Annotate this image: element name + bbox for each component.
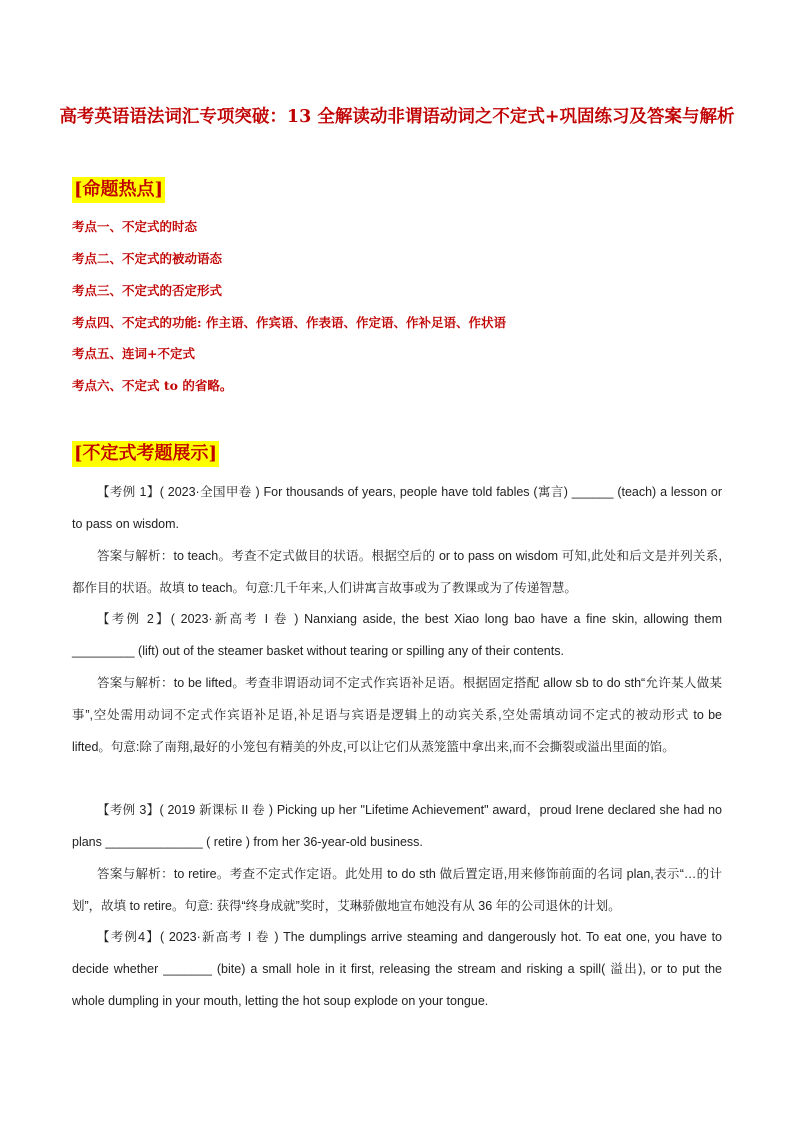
exam-point: 考点四、不定式的功能: 作主语、作宾语、作表语、作定语、作补足语、作状语 <box>72 315 506 330</box>
answer-explanation: 答案与解析：to teach。考查不定式做目的状语。根据空后的 or to pass on wisdom 可知,此处和后文是并列关系,都作目的状语。故填 to teach。句意:几千年来,人们讲寓言故事或为了教课或为了传递智慧。 <box>72 549 722 595</box>
exam-point: 考点一、不定式的时态 <box>72 219 198 234</box>
answer-explanation: 答案与解析：to retire。考查不定式作定语。此处用 to do sth 做后置定语,用来修饰前面的名词 plan,表示“…的计划”，故填 to retire。句意: 获得“终身成就”奖时，艾琳骄傲地宣布她没有从 36 年的公司退休的计划。 <box>72 867 722 913</box>
section-heading-hot-topics: [命题热点] <box>72 177 165 203</box>
exam-point: 考点五、连词+不定式 <box>72 346 195 361</box>
exam-point: 考点二、不定式的被动语态 <box>72 251 223 266</box>
exam-point: 考点六、不定式 to 的省略。 <box>72 378 233 393</box>
answer-explanation: 答案与解析：to be lifted。考查非谓语动词不定式作宾语补足语。根据固定搭配 allow sb to do sth“允许某人做某事”,空处需用动词不定式作宾语补足语,补足语与宾语是逻辑上的动宾关系,空处需填动词不定式的被动形式 to be lifted。句意:除了南翔,最好的小笼包有精美的外皮,可以让它们从蒸笼篮中拿出来,而不会撕裂或溢出里面的馅。 <box>72 676 722 754</box>
example-question: 【考例 1】( 2023·全国甲卷 ) For thousands of years, people have told fables (寓言) ______ (teach) a lesson or to pass on wisdom. <box>72 485 722 531</box>
example-question: 【考例4】( 2023·新高考 I 卷 ) The dumplings arrive steaming and dangerously hot. To eat one, you have to decide whether _______ (bite) a small hole in it first, releasing the stream and risking a spill( 溢出), or to put the whole dumpling in your mouth, letting the hot soup explode on your tongue. <box>72 930 722 1008</box>
example-question: 【考例 2】( 2023·新高考 I 卷 ) Nanxiang aside, the best Xiao long bao have a fine skin, allowing them _________ (lift) out of the steamer basket without tearing or spilling any of their contents. <box>72 612 722 658</box>
example-question: 【考例 3】( 2019 新课标 II 卷 ) Picking up her "Lifetime Achievement" award，proud Irene declared she had no plans ______________ ( retire ) from her 36-year-old business. <box>72 803 722 849</box>
exam-point: 考点三、不定式的否定形式 <box>72 283 223 298</box>
section-heading-examples: [不定式考题展示] <box>72 441 219 467</box>
page-title: 高考英语语法词汇专项突破：13 全解读动非谓语动词之不定式+巩固练习及答案与解析 <box>59 107 735 127</box>
